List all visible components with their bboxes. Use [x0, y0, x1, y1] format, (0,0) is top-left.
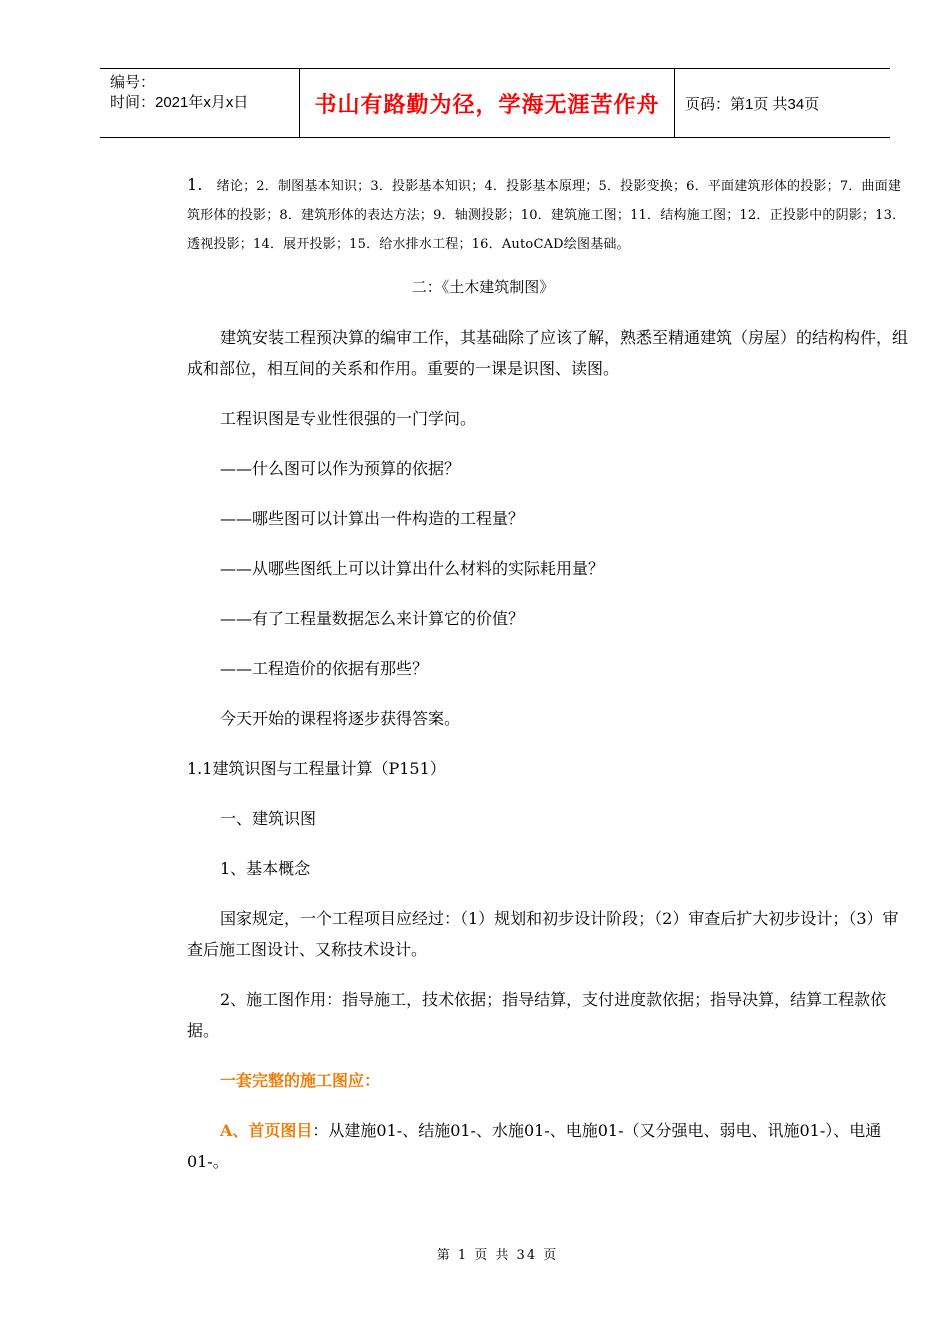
paragraph-drawing-reading: 工程识图是专业性很强的一门学问。 — [220, 409, 477, 428]
document-number-label: 编号： — [110, 74, 156, 91]
table-of-contents — [187, 170, 909, 259]
document-body — [187, 170, 909, 1177]
paragraph-cover-index — [187, 1115, 909, 1177]
paragraph-answers: 今天开始的课程将逐步获得答案。 — [220, 709, 461, 728]
header-motto: 书山有路勤为径，学海无涯苦作舟 — [300, 69, 675, 137]
cover-index-text: ：从建施01-、结施01-、水施01-、电施01-（又分强电、弱电、讯施01-）、电通01-。 — [187, 1121, 882, 1171]
question-3: ——从哪些图纸上可以计算出什么材料的实际耗用量？ — [220, 559, 605, 578]
toc-number: 1. — [187, 175, 203, 194]
question-1: ——什么图可以作为预算的依据？ — [220, 459, 461, 478]
question-5: ——工程造价的依据有那些？ — [220, 659, 429, 678]
question-4: ——有了工程量数据怎么来计算它的价值？ — [220, 609, 525, 628]
paragraph-intro: 建筑安装工程预决算的编审工作，其基础除了应该了解，熟悉至精通建筑（房屋）的结构构件，组成和部位，相互间的关系和作用。重要的一课是识图、读图。 — [187, 328, 909, 378]
toc-text: 绪论；2．制图基本知识；3．投影基本知识；4．投影基本原理；5．投影变换；6．平面建筑形体的投影；7．曲面建筑形体的投影；8．建筑形体的表达方法；9．轴测投影；10．建筑施工图；11．结构施工图；12．正投影中的阴影；13．透视投影；14．展开投影；15．给水排水工程；16．AutoCAD绘图基础。 — [187, 179, 906, 252]
heading-basic-concepts: 1、基本概念 — [220, 859, 311, 878]
header-page-info: 页码：第1页 共34页 — [685, 95, 820, 113]
cover-index-label: A、首页图目 — [220, 1121, 313, 1140]
question-2: ——哪些图可以计算出一件构造的工程量？ — [220, 509, 525, 528]
paragraph-national-regulations: 国家规定，一个工程项目应经过：（1）规划和初步设计阶段；（2）审查后扩大初步设计；（3）审查后施工图设计、又称技术设计。 — [187, 909, 899, 959]
header-meta — [100, 69, 300, 137]
page-header — [100, 68, 890, 138]
heading-complete-set: 一套完整的施工图应： — [220, 1071, 381, 1090]
page-footer: 第 1 页 共 34 页 — [436, 1248, 559, 1263]
paragraph-drawing-purpose: 2、施工图作用：指导施工，技术依据；指导结算，支付进度款依据；指导决算，结算工程款依据。 — [187, 990, 887, 1040]
document-time: 时间：2021年x月x日 — [110, 94, 249, 111]
heading-1-1: 1.1建筑识图与工程量计算（P151） — [187, 759, 446, 778]
section-title: 二：《土木建筑制图》 — [411, 278, 555, 296]
heading-architectural-drawing: 一、建筑识图 — [220, 809, 317, 828]
